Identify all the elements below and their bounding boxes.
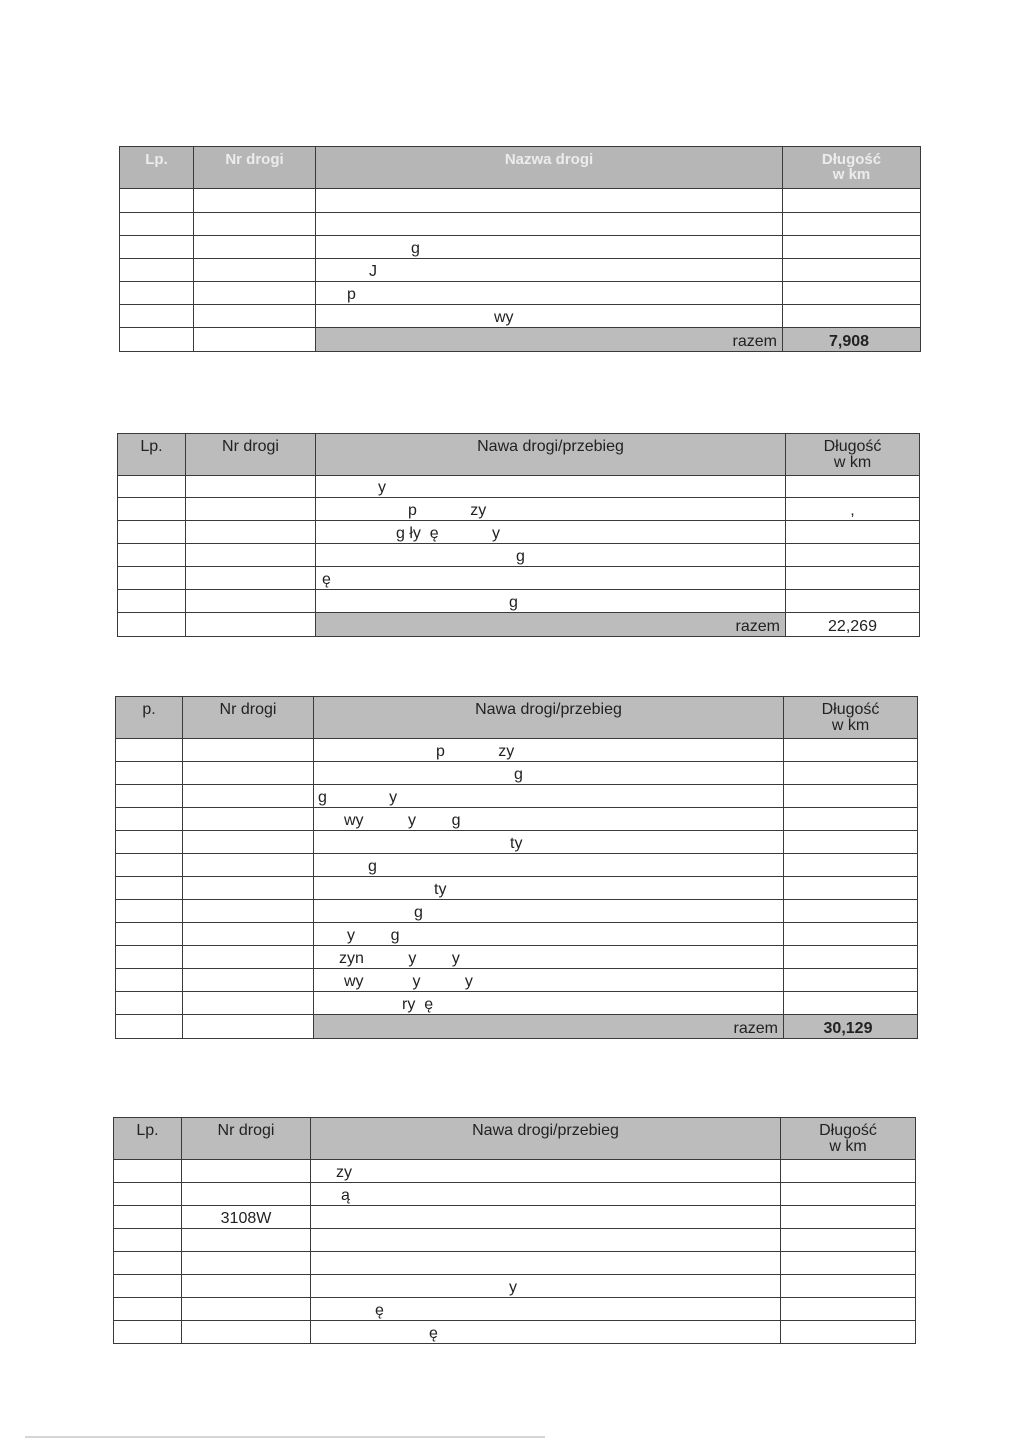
road-name-cell: ę [311, 1321, 781, 1344]
table-row [120, 259, 921, 282]
road-name-cell: p zy [314, 739, 784, 762]
road-name-cell: zyn y y [314, 946, 784, 969]
road-name-cell: wy y g [314, 808, 784, 831]
table-row [116, 831, 918, 854]
header-road-name: Nawa drogi/przebieg [314, 697, 784, 739]
road-name-cell [316, 213, 783, 236]
table-row [118, 567, 920, 590]
header-lp: p. [116, 697, 183, 739]
table-row [114, 1160, 916, 1183]
table-row [116, 739, 918, 762]
table-row [116, 877, 918, 900]
total-value: 22,269 [786, 613, 920, 637]
table-row [114, 1206, 916, 1229]
header-road-number: Nr drogi [194, 147, 316, 189]
total-value: 30,129 [784, 1015, 918, 1039]
road-table-2 [117, 433, 920, 637]
total-label: razem [316, 613, 786, 637]
road-name-cell: y [316, 476, 786, 498]
table-row [120, 282, 921, 305]
table-row [116, 854, 918, 877]
road-table-3 [115, 696, 918, 1039]
table-row [114, 1252, 916, 1275]
road-name-cell: g [316, 236, 783, 259]
table-row [116, 900, 918, 923]
table-row [120, 236, 921, 259]
header-road-number: Nr drogi [182, 1118, 311, 1160]
road-name-cell: g y [314, 785, 784, 808]
header-lp: Lp. [118, 434, 186, 476]
table-row [118, 498, 920, 521]
header-road-number: Nr drogi [186, 434, 316, 476]
road-name-cell: ry ę [314, 992, 784, 1015]
road-name-cell: p zy [316, 498, 786, 521]
page-bottom-line [25, 1436, 545, 1438]
table-row [118, 590, 920, 613]
road-table-4 [113, 1117, 916, 1344]
table-row [116, 992, 918, 1015]
table-row [116, 969, 918, 992]
road-name-cell: ę [316, 567, 786, 590]
total-label: razem [316, 328, 783, 352]
road-name-cell: g ły ę y [316, 521, 786, 544]
road-name-cell [311, 1252, 781, 1275]
table-row [114, 1298, 916, 1321]
total-value: 7,908 [783, 328, 921, 352]
table-row [116, 762, 918, 785]
road-name-cell: g [316, 590, 786, 613]
road-name-cell: y g [314, 923, 784, 946]
table-row [116, 923, 918, 946]
table-row [120, 213, 921, 236]
road-name-cell [311, 1206, 781, 1229]
road-name-cell: ą [311, 1183, 781, 1206]
table-row [114, 1229, 916, 1252]
road-name-cell: wy y y [314, 969, 784, 992]
header-lp: Lp. [114, 1118, 182, 1160]
table-row [118, 476, 920, 498]
road-name-cell: y [311, 1275, 781, 1298]
header-lp: Lp. [120, 147, 194, 189]
road-name-cell [316, 189, 783, 213]
length-cell: , [786, 498, 920, 521]
table-row [114, 1275, 916, 1298]
total-row [120, 328, 921, 352]
road-name-cell: g [314, 900, 784, 923]
table-row [120, 305, 921, 328]
table-row [116, 946, 918, 969]
header-road-name: Nazwa drogi [316, 147, 783, 189]
road-name-cell: g [314, 854, 784, 877]
road-name-cell: g [316, 544, 786, 567]
table-row [120, 189, 921, 213]
header-length: Długość w km [786, 434, 920, 476]
road-name-cell: ty [314, 831, 784, 854]
header-road-name: Nawa drogi/przebieg [311, 1118, 781, 1160]
table-row [116, 785, 918, 808]
table-row [118, 521, 920, 544]
road-name-cell [311, 1229, 781, 1252]
header-length: Długość w km [783, 147, 921, 189]
header-length: Długość w km [781, 1118, 916, 1160]
road-name-cell: wy [316, 305, 783, 328]
total-row [118, 613, 920, 637]
road-name-cell: g [314, 762, 784, 785]
road-name-cell: ty [314, 877, 784, 900]
road-table-1 [119, 146, 921, 352]
road-number-cell: 3108W [182, 1206, 311, 1229]
total-row [116, 1015, 918, 1039]
road-name-cell: zy [311, 1160, 781, 1183]
table-row [114, 1183, 916, 1206]
total-label: razem [314, 1015, 784, 1039]
header-road-name: Nawa drogi/przebieg [316, 434, 786, 476]
header-length: Długość w km [784, 697, 918, 739]
table-row [118, 544, 920, 567]
road-name-cell: p [316, 282, 783, 305]
road-name-cell: J [316, 259, 783, 282]
table-row [116, 808, 918, 831]
road-name-cell: ę [311, 1298, 781, 1321]
table-row [114, 1321, 916, 1344]
header-road-number: Nr drogi [183, 697, 314, 739]
